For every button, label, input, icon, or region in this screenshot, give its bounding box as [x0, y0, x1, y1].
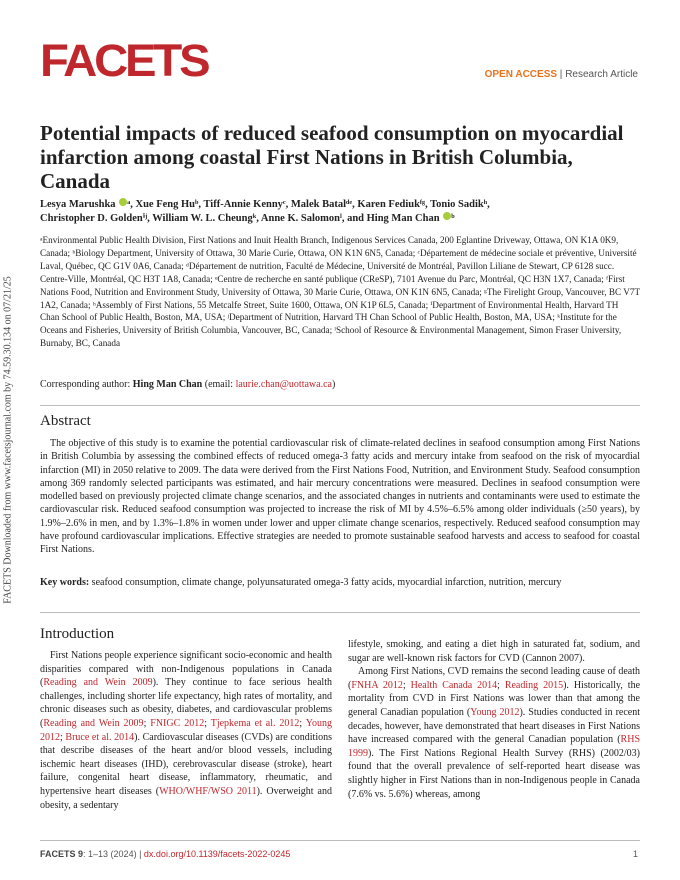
text: ). They continue to face serious health challenges, including shorter life expectancy, high rates of mortality, and chronic diseases such as obesity, diabetes, and cardiovascular problems ( — [40, 677, 332, 729]
corr-email-link[interactable]: laurie.chan@uottawa.ca — [235, 379, 332, 390]
text: Among First Nations, CVD remains the second leading cause of death ( — [348, 666, 640, 691]
download-note: FACETS Downloaded from www.facetsjournal.com by 74.59.30.134 on 07/21/25 — [2, 276, 14, 604]
citation-link[interactable]: Reading and Wein 2009 — [43, 677, 153, 689]
corr-email-prefix: (email: — [202, 379, 236, 390]
journal-logo[interactable] — [40, 35, 208, 86]
article-type: Research Article — [565, 69, 638, 80]
abstract-heading: Abstract — [40, 413, 91, 429]
text: ). The First Nations Regional Health Survey (RHS) (2002/03) found that the overall prevalence of self-reported heart disease was slightly higher in First Nations than in non-Indigenous people in Canada (7.6% vs. 5.6%) whereas, among — [348, 747, 640, 800]
logo-text: FACETS — [40, 35, 208, 86]
open-access-label: OPEN ACCESS — [484, 69, 558, 80]
footer-divider — [40, 840, 640, 841]
keywords-text: seafood consumption, climate change, polyunsaturated omega-3 fatty acids, myocardial infarction, nutrition, mercury — [89, 577, 562, 588]
article-type-header — [485, 69, 638, 80]
introduction-heading: Introduction — [40, 626, 115, 642]
keywords — [40, 576, 640, 589]
affiliations: ᵃEnvironmental Public Health Division, First Nations and Inuit Health Branch, Indigenous Services Canada, 200 Eglantine Driveway, Ottawa, ON K1A 0K9, Canada; ᵇBiology Department, University of Ottawa, 30 Marie Curie, Ottawa, ON K1N 6N5, Canada; ᶜDépartement de médecine sociale et préventive, Université Laval, Québec, QC G1V 0A6, Canada; ᵈDépartement de nutrition, Faculté de Médecine, Université de Montréal, Pavillon Liliane de Stewart, CP 6128 succ. Centre-Ville, Montréal, QC H3T 1A8, Canada; ᵉCentre de recherche en santé publique (CReSP), 7101 Avenue du Parc, Montréal, QC H3N 1X7, Canada; ᶠFirst Nations Food, Nutrition and Environment Study, University of Ottawa, 30 Marie Curie, Ottawa, ON K1N 6N5, Canada; ᵍThe Firelight Group, Vancouver, BC V7T 1A2, Canada; ʰAssembly of First Nations, 55 Metcalfe Street, Suite 1600, Ottawa, ON K1P 6L5, Canada; ⁱDepartment of Environmental Health, Harvard TH Chan School of Public Health, Boston, MA, USA; ʲDepartment of Nutrition, Harvard TH Chan School of Public Health, Boston, MA, USA; ᵏInstitute for the Oceans and Fisheries, University of British Columbia, Vancouver, BC, Canada; ˡSchool of Resource & Environmental Management, Simon Fraser University, Burnaby, BC, Canada — [40, 235, 640, 349]
text: ; — [497, 679, 505, 691]
divider — [40, 612, 640, 613]
corr-name: Hing Man Chan — [132, 379, 203, 390]
citation-link[interactable]: RHS 1999 — [348, 734, 640, 759]
citation-link[interactable]: FNHA 2012 — [351, 679, 403, 691]
citation-link[interactable]: Young 2012 — [40, 717, 332, 743]
footer-citation — [40, 849, 290, 859]
paragraph — [348, 665, 640, 801]
text: ; — [299, 717, 306, 729]
orcid-icon[interactable] — [119, 198, 127, 206]
text: ). Historically, the mortality from CVD in First Nations was lower than that among the general Canadian population ( — [348, 679, 641, 718]
text: ). Overweight and obesity, a sedentary — [40, 785, 332, 811]
abstract-text: The objective of this study is to examine the potential cardiovascular risk of climate-related declines in seafood consumption among First Nations in British Columbia by assessing the combined effects of reduced omega-3 fatty acids and mercury intake from seafood on the risk of myocardial infarction (MI) in 2050 relative to 2009. The data were derived from the First Nations Food, Nutrition, and Environment Study. Seafood consumption among 369 randomly selected participants was estimated, and hair mercury concentrations were measured. Declines in seafood consumption were modelled based on previously projected climate change scenarios, and the associated changes in nutrients and contaminants were used to estimate the cardiovascular risk. Reduced seafood consumption was projected to increase the risk of MI by 4.5%–6.5% among older individuals (≥50 years), by 1.9%–2.6% in men, and by 1.3%–1.8% in women under lower and upper climate change scenarios, respectively. Reduced seafood consumption may have profound cardiovascular implications. Effective strategies are needed to promote sustainable seafood harvests and access to seafood for coastal First Nations. — [40, 438, 640, 556]
footer-journal: FACETS — [40, 849, 76, 859]
paragraph: lifestyle, smoking, and eating a diet high in saturated fat, sodium, and sugar are well-known risk factors for CVD (Cannon 2007). — [348, 639, 640, 664]
corr-email-suffix: ) — [331, 379, 336, 390]
footer-pages: : 1–13 (2024) — [83, 849, 137, 859]
orcid-icon[interactable] — [443, 212, 451, 220]
header-separator: | — [557, 69, 566, 80]
citation-link[interactable]: Bruce et al. 2014 — [65, 731, 135, 743]
text: ; — [402, 679, 411, 691]
corr-label: Corresponding author: — [40, 379, 133, 390]
citation-link[interactable]: Health Canada 2014 — [410, 679, 498, 691]
text: ; — [60, 731, 66, 743]
citation-link[interactable]: WHO/WHF/WSO 2011 — [159, 785, 257, 797]
authors-line2-sup: ᵇ — [451, 213, 455, 224]
intro-column-right — [348, 638, 640, 801]
citation-link[interactable]: Tjepkema et al. 2012 — [210, 717, 300, 729]
download-watermark — [0, 230, 18, 650]
authors-line1: ᵃ, Xue Feng Huᵇ, Tiff-Annie Kennyᶜ, Malek Batalᵈᵉ, Karen Fediukᶠᵍ, Tonio Sadikʰ, — [127, 199, 490, 210]
divider — [40, 405, 640, 406]
author-list — [40, 198, 640, 226]
citation-link[interactable]: Young 2012 — [470, 706, 520, 718]
doi-link[interactable]: dx.doi.org/10.1139/facets-2022-0245 — [143, 849, 291, 859]
authors-line2: Christopher D. Goldenⁱʲ, William W. L. Cheungᵏ, Anne K. Salomonˡ, and Hing Man Chan — [40, 213, 440, 224]
text: ; — [204, 717, 211, 729]
corresponding-author — [40, 379, 335, 390]
citation-link[interactable]: Reading and Wein 2009 — [43, 717, 144, 729]
footer-volume: 9 — [75, 849, 84, 859]
citation-link[interactable]: Reading 2015 — [504, 679, 564, 691]
text: ). Studies conducted in recent decades, however, have demonstrated that heart diseases in First Nations have increased compared with the general Canadian population ( — [348, 706, 640, 746]
footer-sep: | — [136, 849, 144, 859]
text: First Nations people experience significant socio-economic and health disparities compared with non-Indigenous populations in Canada ( — [40, 650, 332, 689]
article-title: Potential impacts of reduced seafood consumption on myocardial infarction among coastal First Nations in British Columbia, Canada — [40, 121, 624, 193]
author-first[interactable]: Lesya Marushka — [40, 199, 116, 210]
keywords-label: Key words: — [40, 577, 90, 588]
citation-link[interactable]: FNIGC 2012 — [150, 717, 205, 729]
page-number: 1 — [632, 849, 638, 859]
text: ). Cardiovascular diseases (CVDs) are conditions that describe diseases of the heart and/or blood vessels, including ischemic heart diseases (IHD), cerebrovascular disease (stroke), heart failure, congenital heart disease, inflammatory, rheumatic, and hypertensive heart diseases ( — [40, 731, 333, 797]
text: ; — [143, 717, 151, 729]
intro-column-left — [40, 649, 332, 812]
